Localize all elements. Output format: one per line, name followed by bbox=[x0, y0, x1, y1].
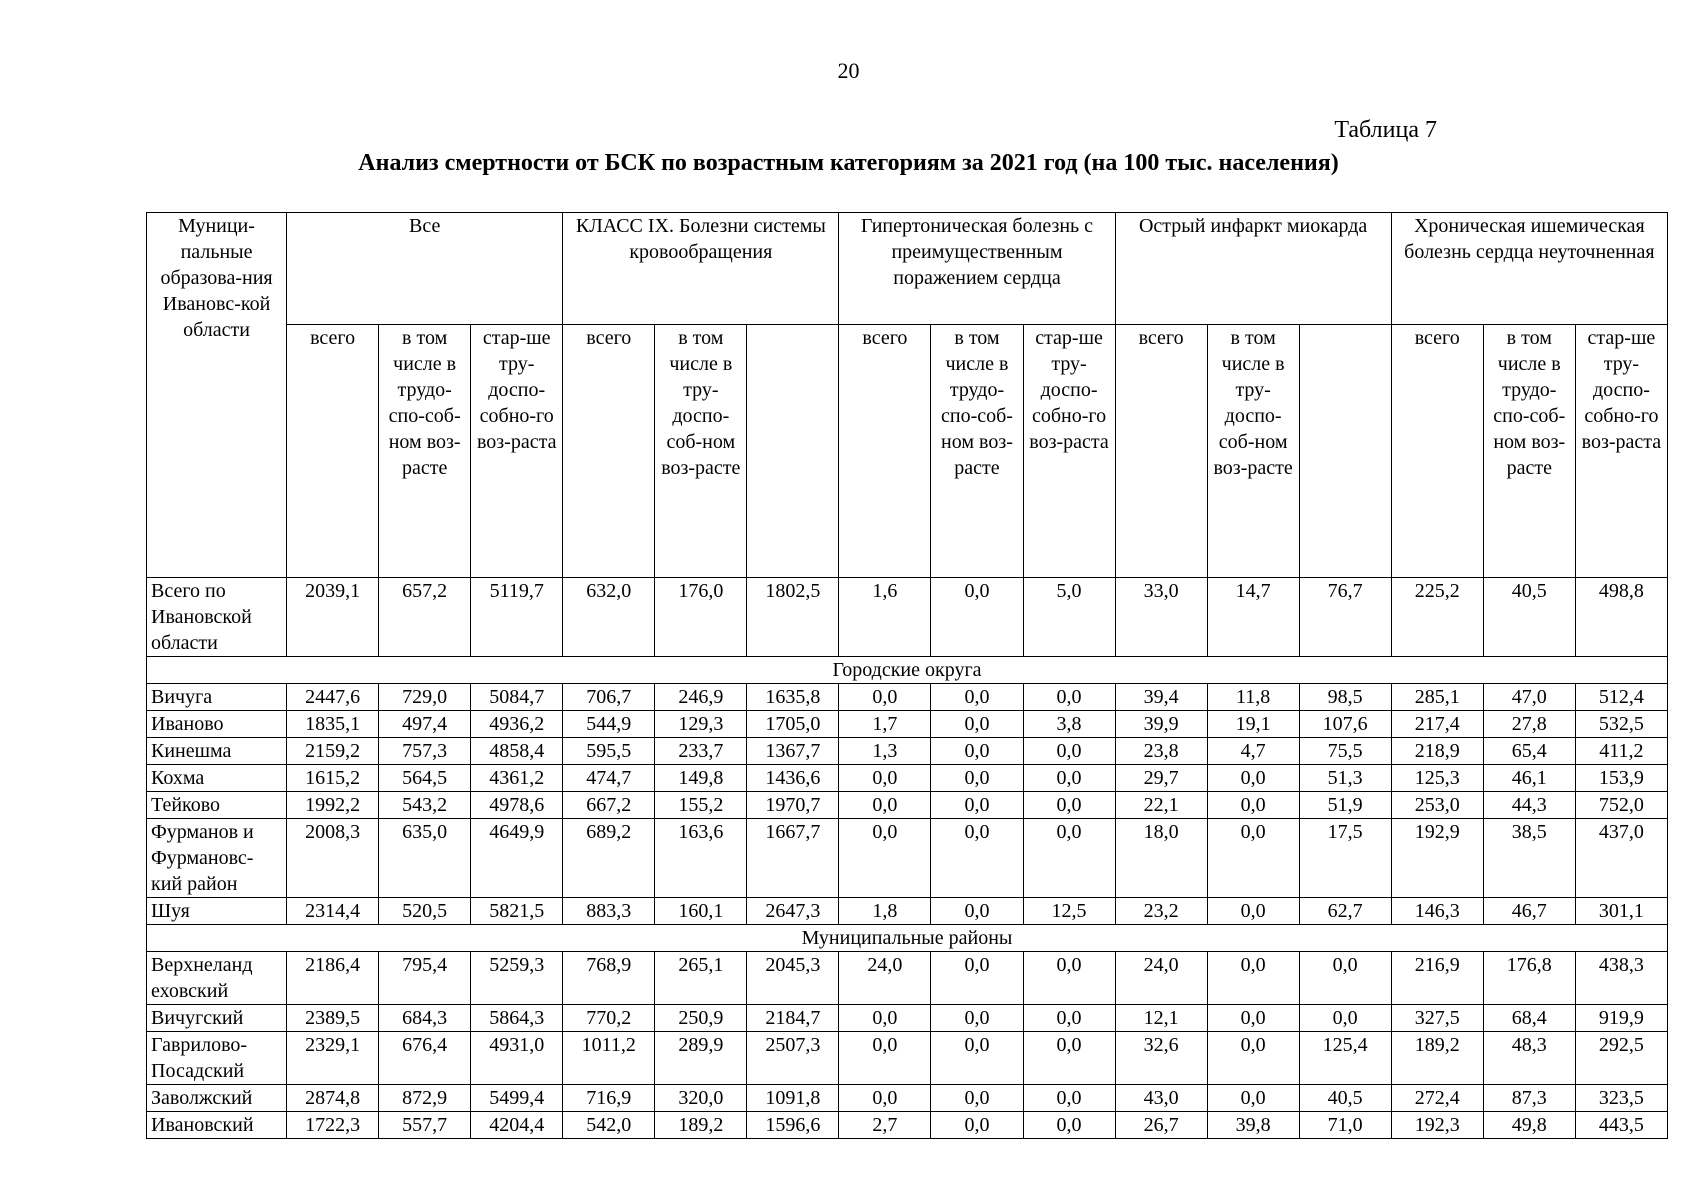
table-row bbox=[147, 711, 1668, 738]
cell-value: 5864,3 bbox=[471, 1005, 563, 1032]
cell-value: 0,0 bbox=[839, 819, 931, 898]
cell-value: 38,5 bbox=[1483, 819, 1575, 898]
cell-value: 676,4 bbox=[379, 1032, 471, 1085]
cell-value: 40,5 bbox=[1483, 578, 1575, 657]
cell-value: 0,0 bbox=[931, 684, 1023, 711]
cell-value: 595,5 bbox=[563, 738, 655, 765]
table-label: Таблица 7 bbox=[1334, 117, 1437, 143]
cell-value: 233,7 bbox=[655, 738, 747, 765]
cell-value: 0,0 bbox=[931, 1032, 1023, 1085]
cell-value: 146,3 bbox=[1391, 898, 1483, 925]
cell-value: 1722,3 bbox=[287, 1112, 379, 1139]
cell-value: 0,0 bbox=[931, 1112, 1023, 1139]
cell-value: 0,0 bbox=[1023, 1032, 1115, 1085]
header-municipality: Муници-пальные образова-ния Ивановс-кой области bbox=[147, 213, 287, 578]
cell-value: 411,2 bbox=[1575, 738, 1667, 765]
cell-value: 474,7 bbox=[563, 765, 655, 792]
table-row bbox=[147, 684, 1668, 711]
cell-value: 0,0 bbox=[931, 578, 1023, 657]
cell-value: 49,8 bbox=[1483, 1112, 1575, 1139]
cell-value: 4858,4 bbox=[471, 738, 563, 765]
cell-value: 770,2 bbox=[563, 1005, 655, 1032]
cell-value: 757,3 bbox=[379, 738, 471, 765]
cell-value: 2447,6 bbox=[287, 684, 379, 711]
cell-value: 2874,8 bbox=[287, 1085, 379, 1112]
cell-value: 0,0 bbox=[1299, 1005, 1391, 1032]
cell-value: 26,7 bbox=[1115, 1112, 1207, 1139]
cell-value: 0,0 bbox=[1207, 898, 1299, 925]
cell-value: 0,0 bbox=[1207, 1085, 1299, 1112]
table-row bbox=[147, 1112, 1668, 1139]
cell-value: 176,0 bbox=[655, 578, 747, 657]
table-row bbox=[147, 1032, 1668, 1085]
cell-value: 192,3 bbox=[1391, 1112, 1483, 1139]
cell-value: 0,0 bbox=[1207, 952, 1299, 1005]
cell-value: 2647,3 bbox=[747, 898, 839, 925]
cell-value: 17,5 bbox=[1299, 819, 1391, 898]
cell-value: 542,0 bbox=[563, 1112, 655, 1139]
cell-value: 2039,1 bbox=[287, 578, 379, 657]
cell-value: 498,8 bbox=[1575, 578, 1667, 657]
cell-value: 2389,5 bbox=[287, 1005, 379, 1032]
cell-value: 5259,3 bbox=[471, 952, 563, 1005]
cell-value: 520,5 bbox=[379, 898, 471, 925]
cell-value: 2507,3 bbox=[747, 1032, 839, 1085]
cell-value: 272,4 bbox=[1391, 1085, 1483, 1112]
cell-value: 149,8 bbox=[655, 765, 747, 792]
cell-value: 443,5 bbox=[1575, 1112, 1667, 1139]
cell-value: 716,9 bbox=[563, 1085, 655, 1112]
header-group-class-ix: КЛАСС IX. Болезни системы кровообращения bbox=[563, 213, 839, 325]
cell-value: 497,4 bbox=[379, 711, 471, 738]
row-name: Кохма bbox=[147, 765, 287, 792]
cell-value: 795,4 bbox=[379, 952, 471, 1005]
cell-value: 253,0 bbox=[1391, 792, 1483, 819]
cell-value: 27,8 bbox=[1483, 711, 1575, 738]
cell-value: 285,1 bbox=[1391, 684, 1483, 711]
cell-value: 0,0 bbox=[931, 1005, 1023, 1032]
cell-value: 12,1 bbox=[1115, 1005, 1207, 1032]
cell-value: 2314,4 bbox=[287, 898, 379, 925]
row-name: Ивановский bbox=[147, 1112, 287, 1139]
cell-value: 3,8 bbox=[1023, 711, 1115, 738]
section-header-row bbox=[147, 925, 1668, 952]
cell-value: 71,0 bbox=[1299, 1112, 1391, 1139]
cell-value: 46,7 bbox=[1483, 898, 1575, 925]
row-name: Вичуга bbox=[147, 684, 287, 711]
cell-value: 1992,2 bbox=[287, 792, 379, 819]
cell-value: 98,5 bbox=[1299, 684, 1391, 711]
cell-value: 33,0 bbox=[1115, 578, 1207, 657]
cell-value: 1,6 bbox=[839, 578, 931, 657]
cell-value: 0,0 bbox=[1023, 952, 1115, 1005]
cell-value: 635,0 bbox=[379, 819, 471, 898]
cell-value: 62,7 bbox=[1299, 898, 1391, 925]
table-row bbox=[147, 738, 1668, 765]
cell-value: 1635,8 bbox=[747, 684, 839, 711]
header-group-infarction: Острый инфаркт миокарда bbox=[1115, 213, 1391, 325]
cell-value: 0,0 bbox=[839, 1032, 931, 1085]
cell-value: 44,3 bbox=[1483, 792, 1575, 819]
cell-value: 0,0 bbox=[839, 765, 931, 792]
cell-value: 0,0 bbox=[1207, 1005, 1299, 1032]
cell-value: 1011,2 bbox=[563, 1032, 655, 1085]
cell-value: 225,2 bbox=[1391, 578, 1483, 657]
cell-value: 1596,6 bbox=[747, 1112, 839, 1139]
cell-value: 289,9 bbox=[655, 1032, 747, 1085]
cell-value: 0,0 bbox=[1207, 792, 1299, 819]
cell-value: 2045,3 bbox=[747, 952, 839, 1005]
cell-value: 163,6 bbox=[655, 819, 747, 898]
cell-value: 217,4 bbox=[1391, 711, 1483, 738]
mortality-table bbox=[146, 212, 1668, 1139]
cell-value: 532,5 bbox=[1575, 711, 1667, 738]
cell-value: 0,0 bbox=[1023, 1005, 1115, 1032]
cell-value: 43,0 bbox=[1115, 1085, 1207, 1112]
header-group-ischemic: Хроническая ишемическая болезнь сердца неуточненная bbox=[1391, 213, 1667, 325]
cell-value: 68,4 bbox=[1483, 1005, 1575, 1032]
cell-value: 12,5 bbox=[1023, 898, 1115, 925]
cell-value: 2008,3 bbox=[287, 819, 379, 898]
cell-value: 2329,1 bbox=[287, 1032, 379, 1085]
row-name: Шуя bbox=[147, 898, 287, 925]
cell-value: 1970,7 bbox=[747, 792, 839, 819]
cell-value: 189,2 bbox=[655, 1112, 747, 1139]
table-row bbox=[147, 898, 1668, 925]
cell-value: 24,0 bbox=[839, 952, 931, 1005]
cell-value: 0,0 bbox=[1207, 1032, 1299, 1085]
cell-value: 125,4 bbox=[1299, 1032, 1391, 1085]
header-group-hypertensive: Гипертоническая болезнь с преимущественным поражением сердца bbox=[839, 213, 1115, 325]
subheader-working: в том числе в трудо-спо-соб-ном воз-расте bbox=[379, 325, 471, 578]
cell-value: 218,9 bbox=[1391, 738, 1483, 765]
cell-value: 39,8 bbox=[1207, 1112, 1299, 1139]
cell-value: 0,0 bbox=[1299, 952, 1391, 1005]
cell-value: 0,0 bbox=[839, 684, 931, 711]
cell-value: 5119,7 bbox=[471, 578, 563, 657]
cell-value: 0,0 bbox=[931, 1085, 1023, 1112]
table-row bbox=[147, 1005, 1668, 1032]
cell-value: 189,2 bbox=[1391, 1032, 1483, 1085]
cell-value: 76,7 bbox=[1299, 578, 1391, 657]
cell-value: 684,3 bbox=[379, 1005, 471, 1032]
cell-value: 437,0 bbox=[1575, 819, 1667, 898]
cell-value: 1091,8 bbox=[747, 1085, 839, 1112]
cell-value: 0,0 bbox=[1023, 792, 1115, 819]
subheader-total: всего bbox=[563, 325, 655, 578]
table-body bbox=[147, 578, 1668, 1139]
cell-value: 883,3 bbox=[563, 898, 655, 925]
cell-value: 0,0 bbox=[1207, 765, 1299, 792]
cell-value: 176,8 bbox=[1483, 952, 1575, 1005]
cell-value: 0,0 bbox=[839, 1005, 931, 1032]
cell-value: 5084,7 bbox=[471, 684, 563, 711]
cell-value: 2186,4 bbox=[287, 952, 379, 1005]
cell-value: 0,0 bbox=[839, 1085, 931, 1112]
cell-value: 47,0 bbox=[1483, 684, 1575, 711]
row-name: Заволжский bbox=[147, 1085, 287, 1112]
cell-value: 1,7 bbox=[839, 711, 931, 738]
subheader-working: в том числе в трудо-спо-соб-ном воз-расте bbox=[1483, 325, 1575, 578]
cell-value: 39,9 bbox=[1115, 711, 1207, 738]
row-name: Гаврилово-Посадский bbox=[147, 1032, 287, 1085]
cell-value: 11,8 bbox=[1207, 684, 1299, 711]
section-header-row bbox=[147, 657, 1668, 684]
cell-value: 5,0 bbox=[1023, 578, 1115, 657]
cell-value: 706,7 bbox=[563, 684, 655, 711]
cell-value: 752,0 bbox=[1575, 792, 1667, 819]
row-name: Верхнеланд еховский bbox=[147, 952, 287, 1005]
cell-value: 250,9 bbox=[655, 1005, 747, 1032]
table-row bbox=[147, 792, 1668, 819]
cell-value: 153,9 bbox=[1575, 765, 1667, 792]
cell-value: 729,0 bbox=[379, 684, 471, 711]
row-name: Кинешма bbox=[147, 738, 287, 765]
cell-value: 0,0 bbox=[1023, 765, 1115, 792]
cell-value: 1835,1 bbox=[287, 711, 379, 738]
cell-value: 48,3 bbox=[1483, 1032, 1575, 1085]
cell-value: 192,9 bbox=[1391, 819, 1483, 898]
cell-value: 0,0 bbox=[1023, 1112, 1115, 1139]
cell-value: 0,0 bbox=[931, 765, 1023, 792]
cell-value: 46,1 bbox=[1483, 765, 1575, 792]
cell-value: 292,5 bbox=[1575, 1032, 1667, 1085]
cell-value: 4361,2 bbox=[471, 765, 563, 792]
section-title: Муниципальные районы bbox=[147, 925, 1668, 952]
cell-value: 0,0 bbox=[931, 711, 1023, 738]
cell-value: 4204,4 bbox=[471, 1112, 563, 1139]
cell-value: 1,8 bbox=[839, 898, 931, 925]
header-group-all: Все bbox=[287, 213, 563, 325]
cell-value: 129,3 bbox=[655, 711, 747, 738]
cell-value: 125,3 bbox=[1391, 765, 1483, 792]
cell-value: 438,3 bbox=[1575, 952, 1667, 1005]
cell-value: 768,9 bbox=[563, 952, 655, 1005]
cell-value: 2159,2 bbox=[287, 738, 379, 765]
subheader-older: стар-ше тру-доспо-собно-го воз-раста bbox=[471, 325, 563, 578]
cell-value: 22,1 bbox=[1115, 792, 1207, 819]
cell-value: 23,2 bbox=[1115, 898, 1207, 925]
cell-value: 1615,2 bbox=[287, 765, 379, 792]
cell-value: 544,9 bbox=[563, 711, 655, 738]
cell-value: 51,9 bbox=[1299, 792, 1391, 819]
cell-value: 5499,4 bbox=[471, 1085, 563, 1112]
cell-value: 4,7 bbox=[1207, 738, 1299, 765]
cell-value: 29,7 bbox=[1115, 765, 1207, 792]
cell-value: 4649,9 bbox=[471, 819, 563, 898]
cell-value: 323,5 bbox=[1575, 1085, 1667, 1112]
cell-value: 0,0 bbox=[1023, 1085, 1115, 1112]
subheader-total: всего bbox=[839, 325, 931, 578]
subheader-total: всего bbox=[287, 325, 379, 578]
cell-value: 872,9 bbox=[379, 1085, 471, 1112]
cell-value: 23,8 bbox=[1115, 738, 1207, 765]
cell-value: 0,0 bbox=[931, 952, 1023, 1005]
subheader-total: всего bbox=[1115, 325, 1207, 578]
cell-value: 0,0 bbox=[1207, 819, 1299, 898]
row-name: Тейково bbox=[147, 792, 287, 819]
cell-value: 667,2 bbox=[563, 792, 655, 819]
cell-value: 14,7 bbox=[1207, 578, 1299, 657]
table-row bbox=[147, 952, 1668, 1005]
subheader-total: всего bbox=[1391, 325, 1483, 578]
cell-value: 0,0 bbox=[1023, 819, 1115, 898]
cell-value: 543,2 bbox=[379, 792, 471, 819]
cell-value: 265,1 bbox=[655, 952, 747, 1005]
cell-value: 0,0 bbox=[1023, 738, 1115, 765]
cell-value: 5821,5 bbox=[471, 898, 563, 925]
row-name: Всего по Ивановской области bbox=[147, 578, 287, 657]
row-name: Фурманов и Фурмановс-кий район bbox=[147, 819, 287, 898]
cell-value: 40,5 bbox=[1299, 1085, 1391, 1112]
subheader-older: стар-ше тру-доспо-собно-го воз-раста bbox=[1575, 325, 1667, 578]
cell-value: 2184,7 bbox=[747, 1005, 839, 1032]
cell-value: 564,5 bbox=[379, 765, 471, 792]
cell-value: 557,7 bbox=[379, 1112, 471, 1139]
cell-value: 919,9 bbox=[1575, 1005, 1667, 1032]
cell-value: 1705,0 bbox=[747, 711, 839, 738]
cell-value: 1802,5 bbox=[747, 578, 839, 657]
table-row bbox=[147, 1085, 1668, 1112]
row-name: Иваново bbox=[147, 711, 287, 738]
cell-value: 0,0 bbox=[931, 898, 1023, 925]
table-row bbox=[147, 819, 1668, 898]
cell-value: 51,3 bbox=[1299, 765, 1391, 792]
cell-value: 0,0 bbox=[931, 738, 1023, 765]
subheader-working: в том числе в тру-доспо-соб-ном воз-расте bbox=[1207, 325, 1299, 578]
cell-value: 4978,6 bbox=[471, 792, 563, 819]
cell-value: 0,0 bbox=[931, 792, 1023, 819]
cell-value: 512,4 bbox=[1575, 684, 1667, 711]
document-title: Анализ смертности от БСК по возрастным категориям за 2021 год (на 100 тыс. населения) bbox=[358, 150, 1339, 176]
cell-value: 657,2 bbox=[379, 578, 471, 657]
subheader-empty bbox=[747, 325, 839, 578]
cell-value: 65,4 bbox=[1483, 738, 1575, 765]
cell-value: 689,2 bbox=[563, 819, 655, 898]
section-title: Городские округа bbox=[147, 657, 1668, 684]
cell-value: 160,1 bbox=[655, 898, 747, 925]
cell-value: 32,6 bbox=[1115, 1032, 1207, 1085]
cell-value: 18,0 bbox=[1115, 819, 1207, 898]
subheader-empty bbox=[1299, 325, 1391, 578]
cell-value: 0,0 bbox=[1023, 684, 1115, 711]
page-number: 20 bbox=[837, 58, 860, 83]
cell-value: 1367,7 bbox=[747, 738, 839, 765]
cell-value: 320,0 bbox=[655, 1085, 747, 1112]
cell-value: 301,1 bbox=[1575, 898, 1667, 925]
cell-value: 1667,7 bbox=[747, 819, 839, 898]
cell-value: 1,3 bbox=[839, 738, 931, 765]
cell-value: 107,6 bbox=[1299, 711, 1391, 738]
cell-value: 632,0 bbox=[563, 578, 655, 657]
subheader-working: в том числе в трудо-спо-соб-ном воз-расте bbox=[931, 325, 1023, 578]
cell-value: 0,0 bbox=[931, 819, 1023, 898]
cell-value: 0,0 bbox=[839, 792, 931, 819]
cell-value: 39,4 bbox=[1115, 684, 1207, 711]
subheader-working: в том числе в тру-доспо-соб-ном воз-расте bbox=[655, 325, 747, 578]
cell-value: 75,5 bbox=[1299, 738, 1391, 765]
cell-value: 4931,0 bbox=[471, 1032, 563, 1085]
table-row bbox=[147, 765, 1668, 792]
cell-value: 216,9 bbox=[1391, 952, 1483, 1005]
cell-value: 246,9 bbox=[655, 684, 747, 711]
cell-value: 19,1 bbox=[1207, 711, 1299, 738]
cell-value: 4936,2 bbox=[471, 711, 563, 738]
row-name: Вичугский bbox=[147, 1005, 287, 1032]
cell-value: 327,5 bbox=[1391, 1005, 1483, 1032]
table-row-total bbox=[147, 578, 1668, 657]
cell-value: 87,3 bbox=[1483, 1085, 1575, 1112]
cell-value: 2,7 bbox=[839, 1112, 931, 1139]
cell-value: 155,2 bbox=[655, 792, 747, 819]
cell-value: 24,0 bbox=[1115, 952, 1207, 1005]
cell-value: 1436,6 bbox=[747, 765, 839, 792]
subheader-older: стар-ше тру-доспо-собно-го воз-раста bbox=[1023, 325, 1115, 578]
